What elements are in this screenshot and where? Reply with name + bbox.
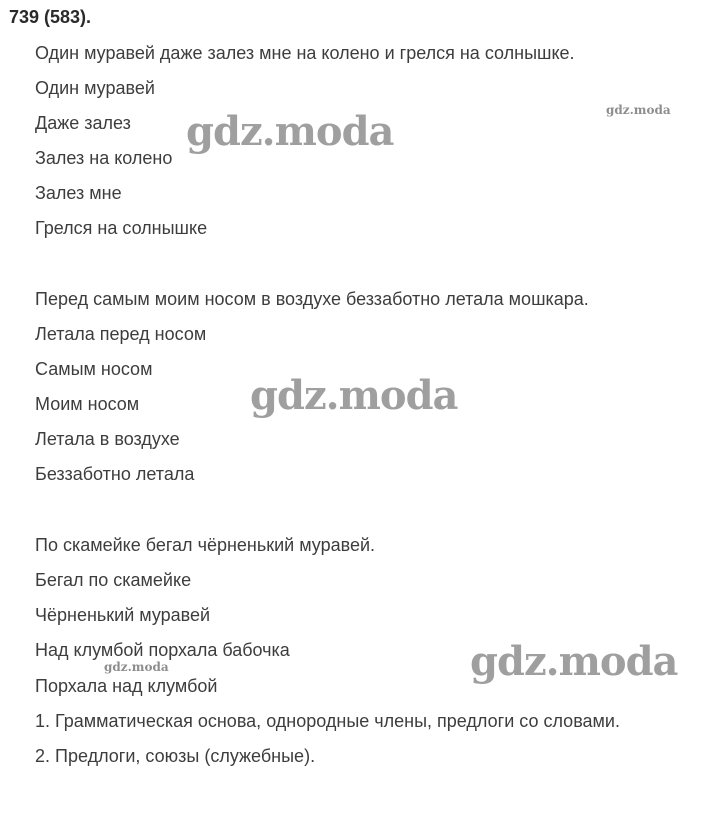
phrase-2-3: Моим носом (35, 394, 140, 414)
watermark-logo: gdz.moda (186, 108, 394, 155)
watermark-logo: gdz.moda (470, 638, 678, 685)
answer-1: 1. Грамматическая основа, однородные члены, предлоги со словами. (35, 711, 620, 731)
answer-2: 2. Предлоги, союзы (служебные). (35, 746, 316, 766)
phrase-1-1: Один муравей (35, 78, 155, 98)
phrase-1-2: Даже залез (35, 113, 131, 133)
phrase-3-2: Чёрненький муравей (35, 605, 211, 625)
phrase-1-5: Грелся на солнышке (35, 218, 208, 238)
watermark-logo-small: gdz.moda (606, 103, 671, 117)
sentence-2: Перед самым моим носом в воздухе беззаботно летала мошкара. (35, 289, 589, 309)
phrase-2-2: Самым носом (35, 359, 153, 379)
phrase-1-4: Залез мне (35, 183, 122, 203)
sentence-1: Один муравей даже залез мне на колено и грелся на солнышке. (35, 43, 575, 63)
exercise-number: 739 (583). (9, 7, 92, 27)
phrase-3-4: Порхала над клумбой (35, 676, 218, 696)
sentence-3: По скамейке бегал чёрненький муравей. (35, 535, 376, 555)
phrase-3-3: Над клумбой порхала бабочка (35, 640, 290, 660)
phrase-1-3: Залез на колено (35, 148, 173, 168)
phrase-2-5: Беззаботно летала (35, 464, 195, 484)
phrase-2-1: Летала перед носом (35, 324, 207, 344)
watermark-logo: gdz.moda (250, 372, 458, 419)
phrase-3-1: Бегал по скамейке (35, 570, 192, 590)
phrase-2-4: Летала в воздухе (35, 429, 180, 449)
watermark-logo-small: gdz.moda (104, 660, 169, 674)
